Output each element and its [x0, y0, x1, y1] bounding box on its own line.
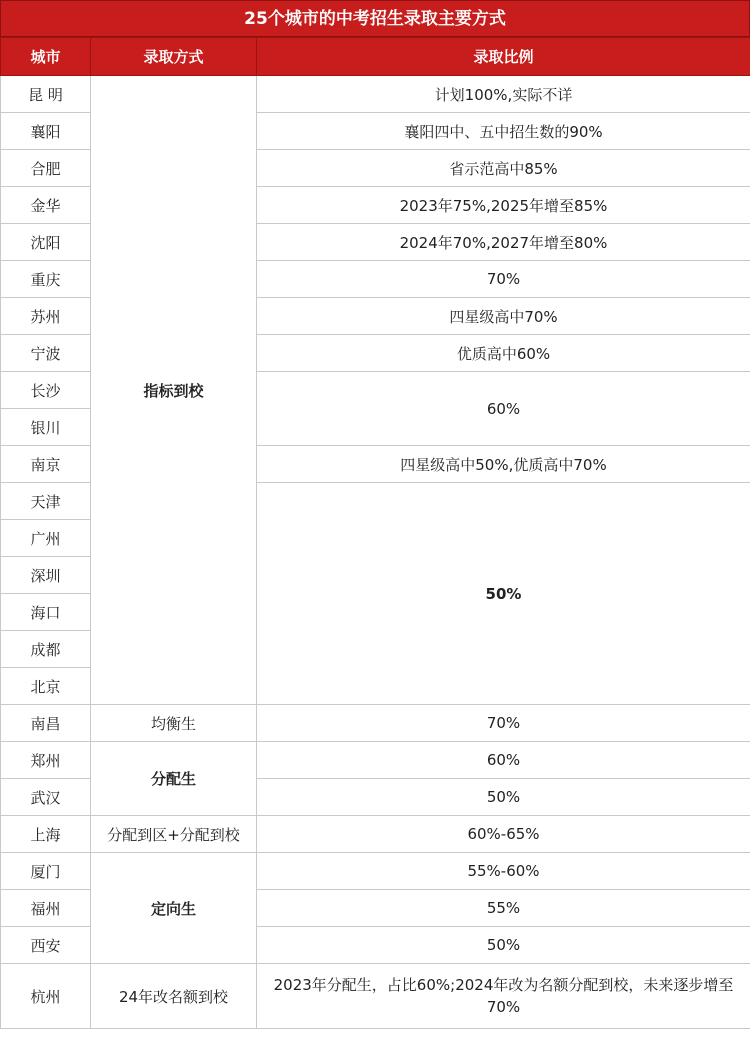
- header-city: 城市: [1, 38, 91, 76]
- city-cell: 沈阳: [1, 224, 91, 261]
- city-cell: 郑州: [1, 742, 91, 779]
- ratio-cell: 优质高中60%: [257, 335, 750, 372]
- header-ratio: 录取比例: [257, 38, 750, 76]
- city-cell: 长沙: [1, 372, 91, 409]
- city-cell: 襄阳: [1, 113, 91, 150]
- header-method: 录取方式: [91, 38, 257, 76]
- city-cell: 合肥: [1, 150, 91, 187]
- city-cell: 海口: [1, 594, 91, 631]
- table-row: [1, 853, 750, 890]
- method-cell: 分配生: [91, 742, 257, 816]
- city-cell: 厦门: [1, 853, 91, 890]
- method-cell: 均衡生: [91, 705, 257, 742]
- city-cell: 昆 明: [1, 76, 91, 113]
- method-cell: 分配到区+分配到校: [91, 816, 257, 853]
- city-cell: 南京: [1, 446, 91, 483]
- table-row: [1, 964, 750, 1029]
- table-row: [1, 742, 750, 779]
- city-cell: 上海: [1, 816, 91, 853]
- ratio-cell: 2023年分配生，占比60%;2024年改为名额分配到校，未来逐步增至70%: [257, 964, 750, 1029]
- table-row: [1, 705, 750, 742]
- ratio-cell: 四星级高中50%,优质高中70%: [257, 446, 750, 483]
- ratio-cell: 计划100%,实际不详: [257, 76, 750, 113]
- city-cell: 苏州: [1, 298, 91, 335]
- city-cell: 重庆: [1, 261, 91, 298]
- ratio-cell: 50%: [257, 483, 750, 705]
- header-row: [1, 38, 750, 76]
- method-cell: 24年改名额到校: [91, 964, 257, 1029]
- table-row: [1, 76, 750, 113]
- ratio-cell: 55%-60%: [257, 853, 750, 890]
- ratio-cell: 50%: [257, 779, 750, 816]
- ratio-cell: 55%: [257, 890, 750, 927]
- method-cell: 指标到校: [91, 76, 257, 705]
- ratio-cell: 襄阳四中、五中招生数的90%: [257, 113, 750, 150]
- city-cell: 天津: [1, 483, 91, 520]
- ratio-cell: 50%: [257, 927, 750, 964]
- city-cell: 金华: [1, 187, 91, 224]
- ratio-cell: 60%: [257, 742, 750, 779]
- city-cell: 福州: [1, 890, 91, 927]
- city-cell: 广州: [1, 520, 91, 557]
- ratio-cell: 四星级高中70%: [257, 298, 750, 335]
- city-cell: 银川: [1, 409, 91, 446]
- ratio-cell: 70%: [257, 705, 750, 742]
- ratio-cell: 2024年70%,2027年增至80%: [257, 224, 750, 261]
- table-row: [1, 816, 750, 853]
- ratio-cell: 60%-65%: [257, 816, 750, 853]
- method-cell: 定向生: [91, 853, 257, 964]
- ratio-cell: 70%: [257, 261, 750, 298]
- city-cell: 成都: [1, 631, 91, 668]
- ratio-cell: 省示范高中85%: [257, 150, 750, 187]
- city-cell: 西安: [1, 927, 91, 964]
- city-cell: 深圳: [1, 557, 91, 594]
- city-cell: 宁波: [1, 335, 91, 372]
- admission-table: [0, 37, 750, 1029]
- city-cell: 北京: [1, 668, 91, 705]
- table-title: 25个城市的中考招生录取主要方式: [0, 0, 750, 37]
- ratio-cell: 2023年75%,2025年增至85%: [257, 187, 750, 224]
- ratio-cell: 60%: [257, 372, 750, 446]
- city-cell: 杭州: [1, 964, 91, 1029]
- city-cell: 武汉: [1, 779, 91, 816]
- city-cell: 南昌: [1, 705, 91, 742]
